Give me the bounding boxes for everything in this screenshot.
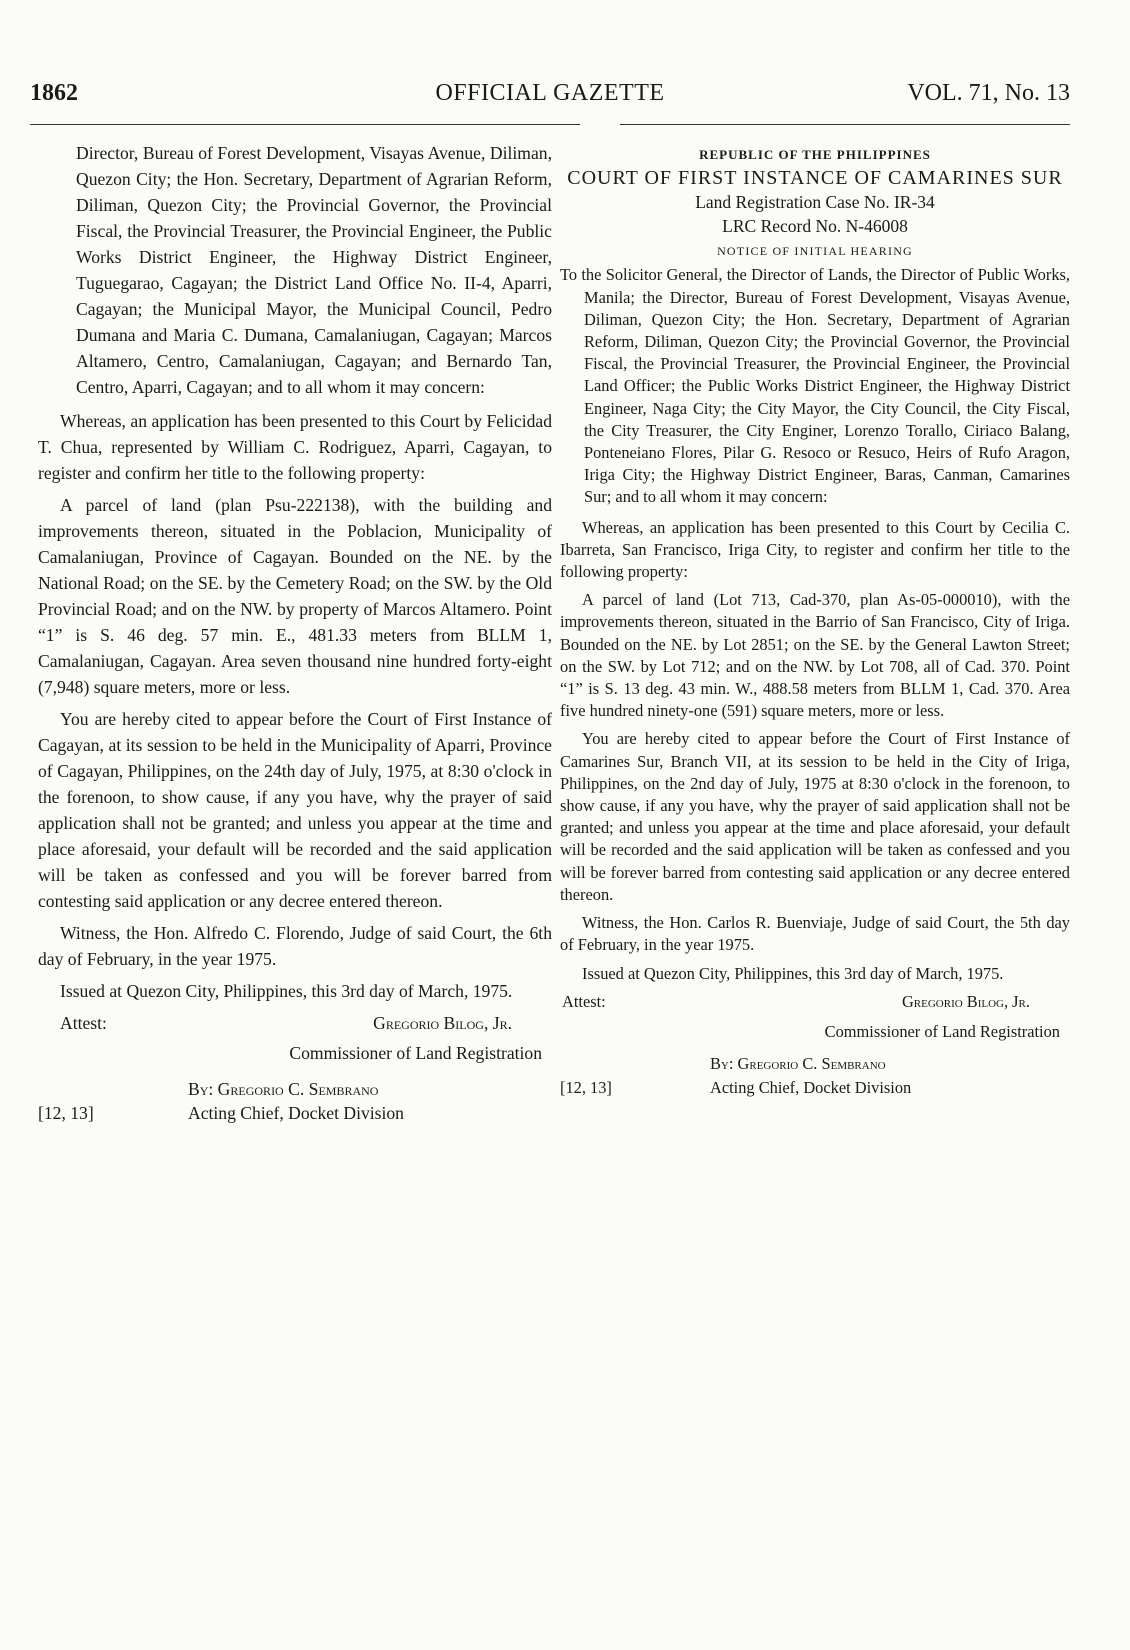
signatory-title: Commissioner of Land Registration — [824, 1021, 1060, 1041]
attest-line — [560, 991, 1070, 1021]
volume-number: VOL. 71, No. 13 — [907, 80, 1070, 106]
whereas-paragraph: Whereas, an application has been presented to this Court by Cecilia C. Ibarreta, San Francisco, Iriga City, to register and confirm her title to the following property: — [560, 517, 1070, 582]
by-signatory: By: Gregorio C. Sembrano — [188, 1079, 379, 1099]
signatory-name: Gregorio Bilog, Jr. — [901, 991, 1030, 1011]
by-block — [38, 1076, 552, 1128]
issued-paragraph: Issued at Quezon City, Philippines, this 3rd day of March, 1975. — [60, 981, 513, 1001]
republic-heading: REPUBLIC OF THE PHILIPPINES — [699, 147, 931, 162]
right-column — [560, 140, 1070, 1105]
whereas-paragraph: Whereas, an application has been presented to this Court by Felicidad T. Chua, represented by William C. Rodriguez, Aparri, Cagayan, to register and confirm her title to the following property: — [38, 411, 552, 483]
issue-reference: [12, 13] — [38, 1103, 94, 1123]
notice-heading: NOTICE OF INITIAL HEARING — [717, 244, 913, 259]
signatory-title: Commissioner of Land Registration — [289, 1043, 542, 1063]
by-title: Acting Chief, Docket Division — [710, 1077, 912, 1097]
court-heading: COURT OF FIRST INSTANCE OF CAMARINES SUR — [567, 167, 1063, 190]
parcel-paragraph: A parcel of land (Lot 713, Cad-370, plan As-05-000010), with the improvements thereon, situated in the Barrio of San Francisco, City of Iriga. Bounded on the NE. by Lot 2851; on the SE. by the General Lawton Street; on the SW. by Lot 712; and on the NW. by Lot 708, all of Cad. 370. Point “1” is S. 13 deg. 43 min. W., 488.58 meters from BLLM 1, Cad. 370. Area five hundred ninety-one (591) square meters, more or less. — [560, 590, 1070, 721]
attest-label: Attest: — [562, 991, 606, 1011]
witness-paragraph: Witness, the Hon. Alfredo C. Florendo, Judge of said Court, the 6th day of February, in the year 1975. — [38, 923, 552, 969]
left-column — [38, 140, 552, 1128]
signatory-name: Gregorio Bilog, Jr. — [373, 1013, 512, 1033]
attest-line — [38, 1010, 552, 1040]
issued-paragraph: Issued at Quezon City, Philippines, this 3rd day of March, 1975. — [582, 963, 1004, 983]
citation-paragraph: You are hereby cited to appear before the Court of First Instance of Cagayan, at its session to be held in the Municipality of Aparri, Province of Cagayan, Philippines, on the 24th day of July, 1975, at 8:30 o'clock in the forenoon, to show cause, if any you have, why the prayer of said application shall not be granted; and unless you appear at the time and place aforesaid, your default will be recorded and the said application will be taken as confessed and you will be forever barred from contesting said application or any decree entered thereon. — [38, 709, 552, 911]
addressees-paragraph: To the Solicitor General, the Director of Lands, the Director of Public Works, Manila; the Director, Bureau of Forest Development, Visayas Avenue, Diliman, Quezon City; the Hon. Secretary, Department of Agrarian Reform, Diliman, Quezon City; the Provincial Governor, the Provincial Fiscal, the Provincial Treasurer, the Provincial Engineer, the Provincial Land Officer; the Public Works District Engineer, the Highway District Engineer, Naga City; the City Mayor, the City Council, the City Fiscal, the City Treasurer, the City Enginer, Lorenzo Torallo, Ciriaco Balang, Ponteneiano Flores, Pilar G. Resoco or Resuco, Heirs of Rufo Aragon, Iriga City; the Highway District Engineer, Baras, Canman, Camarines Sur; and to all whom it may concern: — [560, 265, 1070, 507]
record-number: LRC Record No. N-46008 — [722, 216, 908, 237]
publication-title: OFFICIAL GAZETTE — [435, 80, 665, 106]
by-block — [560, 1053, 1070, 1105]
attest-label: Attest: — [60, 1013, 107, 1033]
case-number: Land Registration Case No. IR-34 — [695, 192, 935, 213]
page-header — [30, 80, 1070, 114]
page-number: 1862 — [30, 80, 78, 106]
by-title: Acting Chief, Docket Division — [188, 1103, 404, 1123]
parcel-paragraph: A parcel of land (plan Psu-222138), with the building and improvements thereon, situated in the Poblacion, Municipality of Camalaniugan, Province of Cagayan. Bounded on the NE. by the National Road; on the SE. by the Cemetery Road; on the SW. by the Old Provincial Road; and on the NW. by property of Marcos Altamero. Point “1” is S. 46 deg. 57 min. E., 481.33 meters from BLLM 1, Camalaniugan, Cagayan. Area seven thousand nine hundred forty-eight (7,948) square meters, more or less. — [38, 495, 552, 697]
witness-paragraph: Witness, the Hon. Carlos R. Buenviaje, Judge of said Court, the 5th day of February, in the year 1975. — [560, 913, 1070, 955]
header-rule — [30, 124, 580, 125]
by-signatory: By: Gregorio C. Sembrano — [710, 1053, 886, 1073]
addressees-paragraph: Director, Bureau of Forest Development, Visayas Avenue, Diliman, Quezon City; the Hon. Secretary, Department of Agrarian Reform, Diliman, Quezon City; the Provincial Governor, the Provincial Fiscal, the Provincial Treasurer, the Provincial Engineer, the Public Works District Engineer, the Highway District Engineer, Tuguegarao, Cagayan; the District Land Office No. II-4, Aparri, Cagayan; the Municipal Mayor, the Municipal Council, Pedro Dumana and Maria C. Dumana, Camalaniugan, Cagayan; Marcos Altamero, Centro, Camalaniugan, Cagayan; and Bernardo Tan, Centro, Aparri, Cagayan; and to all whom it may concern: — [76, 143, 552, 397]
citation-paragraph: You are hereby cited to appear before the Court of First Instance of Camarines Sur, Branch VII, at its session to be held in the City of Iriga, Philippines, on the 2nd day of July, 1975 at 8:30 o'clock in the forenoon, to show cause, if any you have, why the prayer of said application shall not be granted; and unless you appear at the time and place aforesaid, your default will be recorded and the said application will be taken as confessed and you will be forever barred from contesting said application or any decree entered thereon. — [560, 729, 1070, 904]
header-rule — [620, 124, 1070, 125]
issue-reference: [12, 13] — [560, 1077, 612, 1097]
